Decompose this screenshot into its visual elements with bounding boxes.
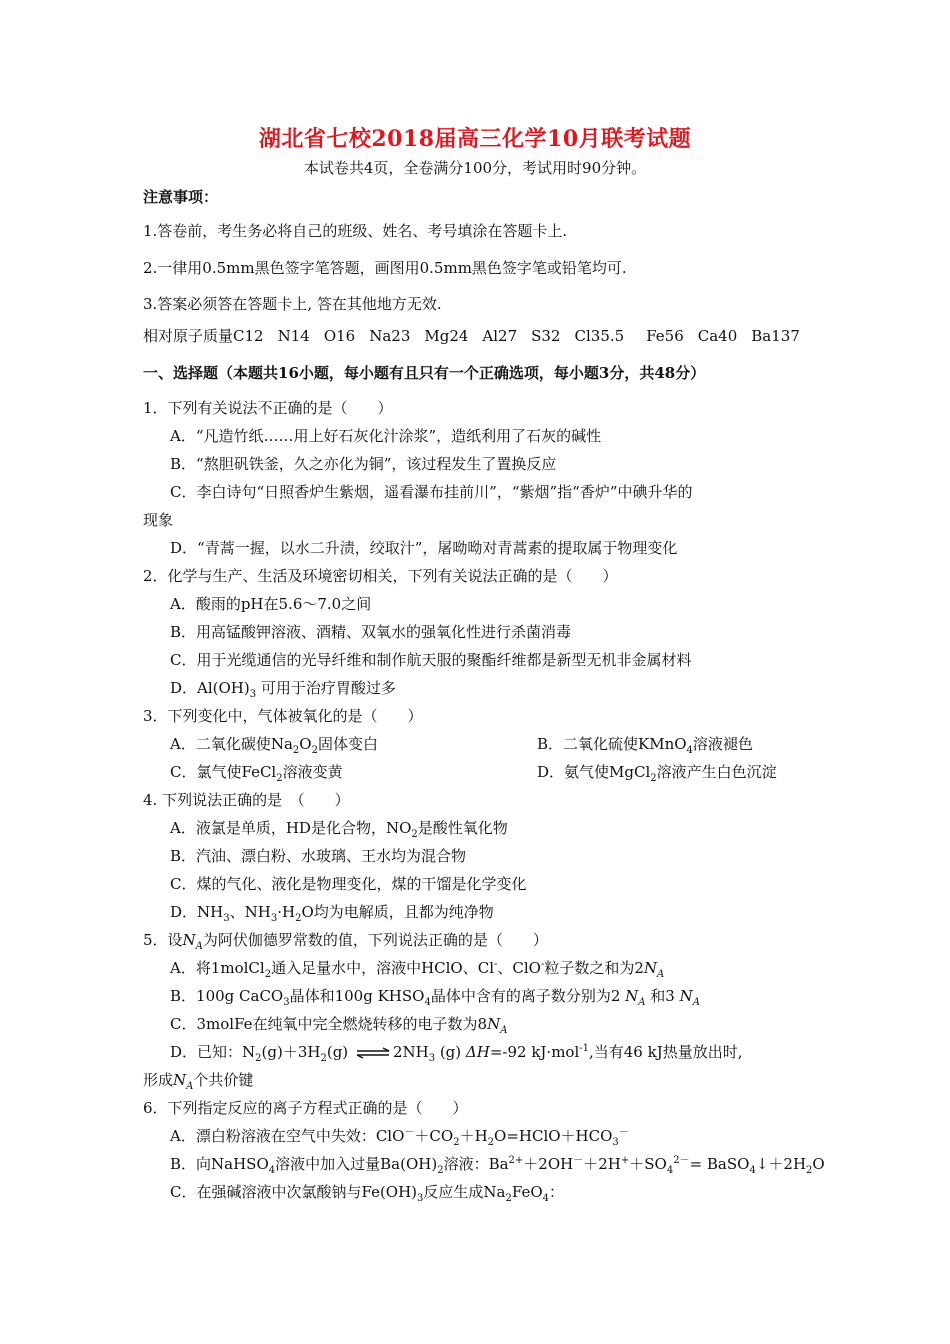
notice-heading: 注意事项： — [143, 188, 219, 206]
q4-option-b: B．汽油、漂白粉、水玻璃、王水均为混合物 — [170, 847, 467, 865]
q3-option-c: C．氯气使FeCl$_2$溶液变黄 — [170, 763, 343, 784]
q6-option-a: A．漂白粉溶液在空气中失效：$ClO^-+CO_2+H_2O=HClO+HCO_3^-$ — [170, 1127, 629, 1148]
atomic-mass: Fe56 — [646, 327, 684, 345]
equilibrium-arrow-icon — [355, 1047, 391, 1059]
q5-stem: 5．设$N_A$为阿伏伽德罗常数的值，下列说法正确的是（ ） — [143, 931, 548, 952]
atomic-mass: O16 — [323, 327, 356, 345]
q3-option-b: B．二氧化硫使KMnO$_4$溶液褪色 — [537, 735, 753, 756]
atomic-mass: Mg24 — [424, 327, 469, 345]
q1-stem: 1．下列有关说法不正确的是（ ） — [143, 399, 393, 417]
q5-option-d-cont: 形成$N_A$个共价键 — [143, 1071, 254, 1092]
atomic-mass: Cl35.5 — [574, 327, 625, 345]
q4-stem: 4. 下列说法正确的是 （ ） — [143, 791, 350, 809]
q3-stem: 3．下列变化中，气体被氧化的是（ ） — [143, 707, 423, 725]
q1-option-d: D．“青蒿一握，以水二升渍，绞取汁”，屠呦呦对青蒿素的提取属于物理变化 — [170, 539, 678, 557]
q1-option-a: A．“凡造竹纸……用上好石灰化汁涂浆”，造纸利用了石灰的碱性 — [170, 427, 602, 445]
q2-option-d: D．$Al(OH)_3$ 可用于治疗胃酸过多 — [170, 679, 396, 700]
atomic-mass: Ba137 — [751, 327, 800, 345]
q6-stem: 6．下列指定反应的离子方程式正确的是（ ） — [143, 1099, 468, 1117]
q5-option-b: B．100g CaCO$_3$晶体和100g $KHSO_4$晶体中含有的离子数分别为2 $N_A$ 和3 $N_A$ — [170, 987, 700, 1008]
q1-option-b: B．“熬胆矾铁釜，久之亦化为铜”，该过程发生了置换反应 — [170, 455, 557, 473]
exam-title: 湖北省七校2018届高三化学10月联考试题 — [258, 126, 692, 152]
q3-option-a: A．二氧化碳使$Na_2O_2$固体变白 — [170, 735, 378, 756]
exam-subtitle: 本试卷共4页，全卷满分100分，考试用时90分钟。 — [303, 159, 647, 177]
notice-item-1: 1.答卷前，考生务必将自己的班级、姓名、考号填涂在答题卡上. — [143, 222, 568, 240]
notice-item-3: 3.答案必须答在答题卡上, 答在其他地方无效. — [143, 295, 442, 313]
atomic-mass: N14 — [277, 327, 310, 345]
q3-option-d: D．氨气使MgCl$_2$溶液产生白色沉淀 — [537, 763, 777, 784]
q5-option-a: A．将1molCl$_2$通入足量水中，溶液中HClO、Cl-、ClO-粒子数之和为$2N_A$ — [170, 959, 665, 980]
atomic-mass: Al27 — [482, 327, 518, 345]
atomic-mass: Ca40 — [697, 327, 738, 345]
q4-option-c: C．煤的气化、液化是物理变化，煤的干馏是化学变化 — [170, 875, 527, 893]
atomic-masses-label: 相对原子质量 — [143, 327, 234, 345]
atomic-masses — [143, 326, 814, 346]
atomic-mass: C12 — [233, 327, 264, 345]
q4-option-d: D．$NH_3$、$NH_3\cdot H_2O$均为电解质，且都为纯净物 — [170, 903, 494, 924]
q1-option-c: C．李白诗句“日照香炉生紫烟，遥看瀑布挂前川”，“紫烟”指“香炉”中碘升华的 — [170, 483, 693, 501]
q6-option-c: C．在强碱溶液中次氯酸钠与$Fe(OH)_3$反应生成$Na_2FeO_4$： — [170, 1183, 565, 1204]
q2-option-c: C．用于光缆通信的光导纤维和制作航天服的聚酯纤维都是新型无机非金属材料 — [170, 651, 692, 669]
atomic-mass: S32 — [531, 327, 561, 345]
q2-option-b: B．用高锰酸钾溶液、酒精、双氧水的强氧化性进行杀菌消毒 — [170, 623, 572, 641]
q5-option-d: D．已知：$N_2(g)+3H_2(g)$ $2NH_3$ (g) ΔH=-92 kJ·mol$^{-1}$,当有46 kJ热量放出时, — [170, 1043, 743, 1064]
q5-option-c: C．3molFe在纯氧中完全燃烧转移的电子数为$8N_A$ — [170, 1015, 508, 1036]
q4-option-a: A．液氯是单质，HD是化合物，$NO_2$是酸性氧化物 — [170, 819, 508, 840]
q2-stem: 2．化学与生产、生活及环境密切相关，下列有关说法正确的是（ ） — [143, 567, 618, 585]
q6-option-b: B．向NaHSO$_4$溶液中加入过量$Ba(OH)_2$溶液：$Ba^{2+}+2OH^-+2H^++SO_4^{2-}=$ $BaSO_4↓+2H_2O$ — [170, 1155, 825, 1176]
q1-option-c-cont: 现象 — [143, 511, 174, 529]
notice-item-2: 2.一律用0.5mm黑色签字笔答题，画图用0.5mm黑色签字笔或铅笔均可. — [143, 259, 627, 277]
section-heading: 一、选择题（本题共16小题，每小题有且只有一个正确选项，每小题3分，共48分） — [143, 364, 706, 382]
atomic-mass: Na23 — [369, 327, 411, 345]
q2-option-a: A．酸雨的pH在5.6～7.0之间 — [170, 595, 372, 613]
